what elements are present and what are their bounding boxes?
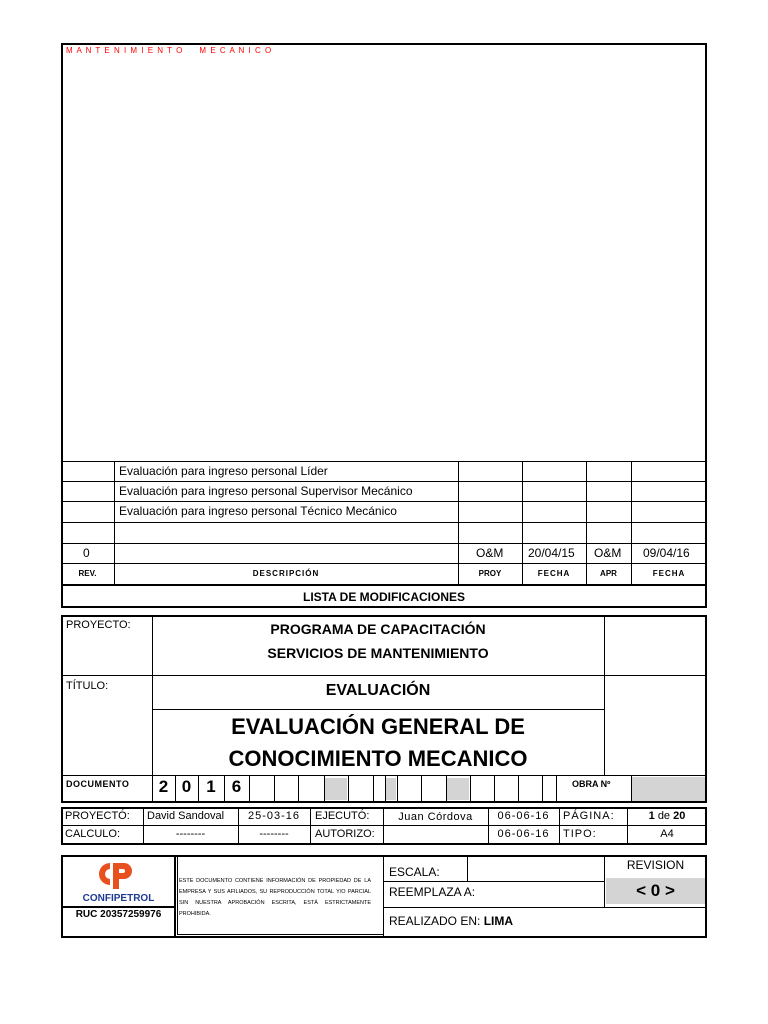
page-current: 1 [648,810,655,822]
page-total: 20 [673,810,686,822]
area-header: M A N T E N I M I E N T O M E C A N I C O [66,46,273,55]
page-counter [627,810,707,822]
revision-label: REVISION [626,858,685,872]
project-label: PROYECTO: [66,619,131,631]
reemplaza-label: REEMPLAZA A: [389,885,476,899]
row-description: Evaluación para ingreso personal Supervisor Mecánico [119,484,413,498]
confidential-notice: ESTE DOCUMENTO CONTIENE INFORMACIÓN DE PROPIEDAD DE LA EMPRESA Y SUS AFILIADOS, SU REPRODUCCIÓN TOTAL Y/O PARCIAL SIN NUESTRA APROBACIÓN ESCRITA, ESTÁ ESTRICTAMENTE PROHIBIDA. [179,878,371,917]
realizado-text: REALIZADO EN: [389,914,481,928]
project-line-2: SERVICIOS DE MANTENIMIENTO [267,645,489,661]
row-description: Evaluación para ingreso personal Técnico Mecánico [119,504,397,518]
main-frame [61,43,707,608]
document-title-line-1: EVALUACIÓN GENERAL DE [231,714,525,739]
escala-label: ESCALA: [389,865,440,879]
pagina-label: PÁGINA: [563,810,615,822]
proyecto-sign-label: PROYECTÓ: [65,810,130,822]
col-header-rev: REV. [78,569,97,578]
doc-digit: 1 [206,777,216,796]
ejecuto-label: EJECUTÓ: [315,810,370,822]
company-ruc: RUC 20357259976 [75,909,162,920]
ejecuto-name: Juan Córdova [398,811,473,823]
proyecto-name: David Sandoval [147,810,225,822]
calculo-date: -------- [259,828,289,840]
titulo-label: TÍTULO: [66,680,109,692]
row-fecha1: 20/04/15 [528,546,575,560]
tipo-label: TIPO: [563,828,597,840]
doc-digit: 6 [231,777,242,796]
doc-digit: 0 [181,777,192,796]
company-logo [96,861,138,891]
calculo-name: -------- [175,828,206,840]
row-apr: O&M [594,546,622,560]
col-header-proy: PROY [478,569,502,578]
col-header-fecha: FECHA [652,569,686,578]
col-header-apr: APR [600,569,617,578]
col-header-fecha: FECHA [537,569,571,578]
autorizo-label: AUTORIZO: [315,828,375,840]
col-header-descripcion: DESCRIPCIÓN [252,569,320,578]
company-name: CONFIPETROL [82,893,155,904]
realizado-value: LIMA [483,914,514,928]
autorizo-date: 06-06-16 [497,828,550,840]
tipo-value: A4 [660,828,674,840]
proyecto-date: 25-03-16 [247,810,301,822]
row-proy: O&M [476,546,504,560]
documento-label: DOCUMENTO [66,779,130,789]
modifications-title: LISTA DE MODIFICACIONES [303,590,465,604]
row-fecha2: 09/04/16 [643,546,690,560]
realizado-label [389,914,513,928]
page-of: de [657,810,671,822]
document-title-line-2: CONOCIMIENTO MECANICO [228,746,528,771]
calculo-label: CALCULO: [65,828,121,840]
doc-digit: 2 [158,777,169,796]
row-rev: 0 [83,546,90,560]
project-line-1: PROGRAMA DE CAPACITACIÓN [270,621,486,637]
obra-label: OBRA Nº [572,779,611,789]
ejecuto-date: 06-06-16 [497,810,550,822]
titulo-sub: EVALUACIÓN [325,682,431,699]
revision-value: < 0 > [636,881,675,900]
row-description: Evaluación para ingreso personal Líder [119,464,328,478]
